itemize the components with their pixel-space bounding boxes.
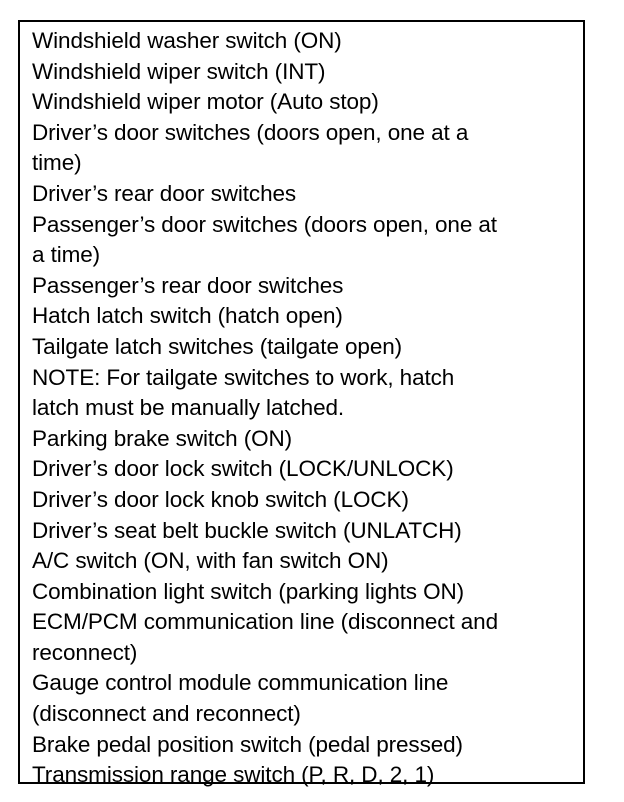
list-line-gauge-control-cont: (disconnect and reconnect) xyxy=(32,701,301,727)
switch-list xyxy=(32,26,575,791)
list-line-hatch-latch: Hatch latch switch (hatch open) xyxy=(32,303,343,329)
list-line-passengers-door-switches: Passenger’s door switches (doors open, one at xyxy=(32,211,497,237)
list-line-passengers-rear-door: Passenger’s rear door switches xyxy=(32,272,344,298)
list-line-ac-switch: A/C switch (ON, with fan switch ON) xyxy=(32,548,389,574)
list-line-ecm-pcm: ECM/PCM communication line (disconnect and xyxy=(32,609,498,635)
list-line-windshield-wiper-switch: Windshield wiper switch (INT) xyxy=(32,58,326,84)
list-line-drivers-lock-knob: Driver’s door lock knob switch (LOCK) xyxy=(32,486,409,512)
switch-list-box xyxy=(18,20,585,788)
list-line-drivers-door-switches-cont: time) xyxy=(32,150,82,176)
list-line-brake-pedal: Brake pedal position switch (pedal pressed) xyxy=(32,731,463,757)
list-line-note: NOTE: For tailgate switches to work, hatch xyxy=(32,364,455,390)
list-line-ecm-pcm-cont: reconnect) xyxy=(32,639,138,665)
list-line-drivers-door-lock: Driver’s door lock switch (LOCK/UNLOCK) xyxy=(32,456,454,482)
list-line-drivers-rear-door: Driver’s rear door switches xyxy=(32,180,297,206)
list-line-note-cont: latch must be manually latched. xyxy=(32,395,345,421)
list-line-drivers-door-switches: Driver’s door switches (doors open, one at a xyxy=(32,119,469,145)
list-line-tailgate-latch: Tailgate latch switches (tailgate open) xyxy=(32,333,403,359)
list-line-parking-brake: Parking brake switch (ON) xyxy=(32,425,293,451)
list-line-transmission-range: Transmission range switch (P, R, D, 2, 1) xyxy=(32,762,435,788)
list-line-passengers-door-switches-cont: a time) xyxy=(32,242,101,268)
list-line-gauge-control: Gauge control module communication line xyxy=(32,670,449,696)
list-line-windshield-wiper-motor: Windshield wiper motor (Auto stop) xyxy=(32,89,379,115)
list-line-combination-light: Combination light switch (parking lights ON) xyxy=(32,578,465,604)
list-line-seat-belt-buckle: Driver’s seat belt buckle switch (UNLATCH) xyxy=(32,517,462,543)
list-line-windshield-washer: Windshield washer switch (ON) xyxy=(32,28,342,53)
